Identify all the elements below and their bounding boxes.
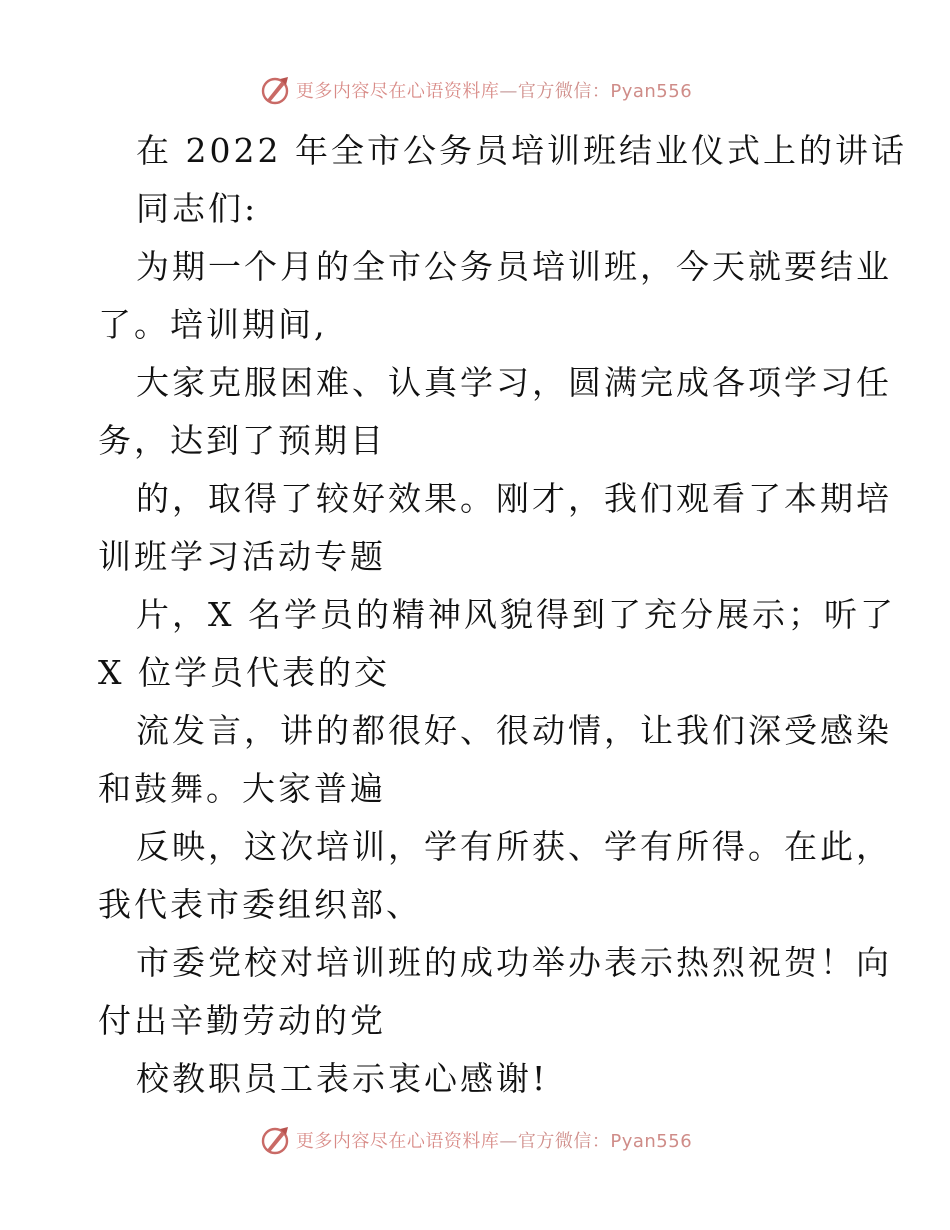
watermark-brand: 更多内容尽在心语资料库 [295, 81, 500, 102]
text-line: 的，取得了较好效果。刚才，我们观看了本期培 [136, 479, 892, 518]
quill-logo-icon [258, 1123, 292, 1157]
text-line: 务，达到了预期目 [98, 421, 386, 460]
footer-watermark [0, 1120, 950, 1160]
text-line: 反映，这次培训，学有所获、学有所得。在此， [136, 827, 892, 866]
watermark-text [296, 1127, 692, 1153]
text-line: 在 2022 年全市公务员培训班结业仪式上的讲话 [136, 131, 907, 170]
text-line: 了。培训期间, [98, 305, 328, 344]
quill-logo-icon [258, 73, 292, 107]
text-line: 片，X 名学员的精神风貌得到了充分展示；听了 [136, 595, 896, 634]
watermark-wechat-id: Pyan556 [610, 81, 693, 102]
text-line: 大家克服困难、认真学习，圆满完成各项学习任 [136, 363, 892, 402]
watermark-brand: 更多内容尽在心语资料库 [295, 1131, 500, 1152]
watermark-wechat-label: 官方微信： [517, 81, 611, 102]
text-line: 流发言，讲的都很好、很动情，让我们深受感染 [136, 711, 892, 750]
watermark-text [296, 77, 692, 103]
watermark-separator: — [499, 81, 518, 102]
text-line: 和鼓舞。大家普遍 [98, 769, 386, 808]
text-line: 付出辛勤劳动的党 [98, 1001, 386, 1040]
text-line: 为期一个月的全市公务员培训班，今天就要结业 [136, 247, 892, 286]
text-line: 市委党校对培训班的成功举办表示热烈祝贺！向 [136, 943, 892, 982]
watermark-separator: — [499, 1131, 518, 1152]
speech-body [98, 122, 907, 1108]
text-line: 校教职员工表示衷心感谢! [136, 1059, 549, 1098]
text-line: 同志们: [136, 189, 259, 228]
watermark-wechat-label: 官方微信： [517, 1131, 611, 1152]
text-line: X 位学员代表的交 [98, 653, 390, 692]
text-line: 训班学习活动专题 [98, 537, 386, 576]
watermark-wechat-id: Pyan556 [610, 1131, 693, 1152]
header-watermark [0, 70, 950, 110]
text-line: 我代表市委组织部、 [98, 885, 422, 924]
